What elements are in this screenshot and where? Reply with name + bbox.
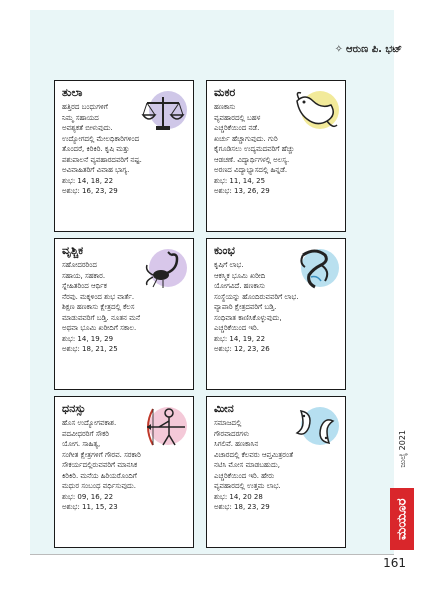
sign-title: ಕುಂಭ <box>214 244 235 257</box>
prediction-text: ಸಮಾಜದಲ್ಲಿ ಗೌರವಾದರಗಳು ಸಿಗಲಿವೆ. ಹಣಕಾಸಿನ ವಿಚಾರದಲ್ಲಿ ಕೆಲವರು ಆಪ್ತಮಿತ್ರರಂತೆ ನಟಿಸಿ ಮೋಸ ಮಾಡಬಹುದು, ಎಚ್ಚರಿಕೆಯಿಂದ ಇರಿ. ಹೇರು ವ್ಯವಹಾರದಲ್ಲಿ ಉತ್ತಮ ಲಾಭ. <box>214 419 294 490</box>
author-name: ಆರುಣ ಪಿ. ಭಟ್ <box>346 44 402 55</box>
lucky-dates: ಶುಭ: 09, 16, 22 <box>62 492 114 501</box>
prediction-text: ಹೊಸ ಉದ್ಯೋಗವಕಾಶ. ಪದವೀಧರರಿಗೆ ಸೌಕರಿ ಯೋಗ. ಸಾಹಿತ್ಯ, ಸಂಗೀತ ಕ್ಷೇತ್ರಗಳಿಗೆ ಗೌರವ. ಸರಕಾರಿ ಸೌಕರ್ಯದಲ್ಲಿರುವವರಿಗೆ ಮಾನಸಿಕ ಕಿರಿಕಿರಿ. ಮನೆಯ ಹಿರಿಯರೊಂದಿಗೆ ಮಧುರ ಸಂಬಂಧ ವರ್ಧಿಸುವುದು. <box>62 419 141 490</box>
prediction-text: ಹಣಕಾಸು ವ್ಯವಹಾರದಲ್ಲಿ ಬಹಳ ಎಚ್ಚರಿಕೆಯಿಂದ ನಡೆ. ಖರ್ಚು ಹೆಚ್ಚಾಗುವುದು. ಗುರಿ ಕೈಗೂಡಿಸಲು ಉದ್ಯಮದವರಿಗೆ ಹೆಚ್ಚು ಆಡಚಣೆ. ವಿದ್ಯಾರ್ಥಿಗಳಲ್ಲಿ ಅಲಸ್ಯ. ಅರಣದ ವಿದ್ಯಾಭ್ಯಾಸದಲ್ಲಿ ಹಿನ್ನಡೆ. <box>214 103 295 174</box>
unlucky-dates: ಅಶುಭ: 18, 21, 25 <box>62 345 118 353</box>
lucky-dates: ಶುಭ: 11, 14, 25 <box>214 176 266 185</box>
unlucky-dates: ಅಶುಭ: 18, 23, 29 <box>214 503 270 511</box>
magazine-name: ಮಯೂರ <box>390 488 414 550</box>
prediction-text: ಸಹೋದರರಿಂದ ಸಹಾಯ, ಸಹಕಾರ. ಸ್ನೇಹಿತರಿಂದ ಆರ್ಥಿಕ ನೆರವು. ಮಕ್ಕಳಿಂದ ಶುಭ ವಾರ್ತೆ. ಶಿಕ್ಷಣ ಹಣಕಾಸು ಕ್ಷೇತ್ರದಲ್ಲಿ ಕೆಲಸ ಮಾಡುವವರಿಗೆ ಬಡ್ತಿ. ನೂತನ ಮನೆ ಅಥವಾ ಭೂಮಿ ಖರೀದಿಗೆ ಸಕಾಲ. <box>62 261 140 332</box>
unlucky-dates: ಅಶುಭ: 13, 26, 29 <box>214 187 270 195</box>
sign-title: ತುಲಾ <box>62 86 83 99</box>
horoscope-box-kumbha <box>206 238 346 390</box>
prediction-text: ಹತ್ತಿರದ ಬಂಧುಗಳಿಗೆ ನಿಮ್ಮ ಸಹಾಯದ ಅವಶ್ಯಕತೆ ಬೀಳುವುದು. ಉದ್ಯೋಗದಲ್ಲಿ ಮೇಲಧಿಕಾರಿಗಳಿಂದ ತೊಂದರೆ, ಕಿರಿಕಿರಿ. ಕೃಷಿ ಮತ್ತು ಪಶುಪಾಲನೆ ವ್ಯವಹಾರದವರಿಗೆ ನಷ್ಟ. ಅವಿವಾಹಿತರಿಗೆ ವಿವಾಹ ಭಾಗ್ಯ. <box>62 103 142 174</box>
horoscope-box-meena <box>206 396 346 548</box>
horoscope-box-makara <box>206 80 346 232</box>
sign-title: ಮೀನ <box>214 402 234 415</box>
unlucky-dates: ಅಶುಭ: 12, 23, 26 <box>214 345 270 353</box>
sign-title: ವೃಶ್ಚಿಕ <box>62 244 84 257</box>
prediction-text: ಕೃಷಿಗೆ ಲಾಭ. ಆಕಸ್ಮಿಕ ಭೂಮಿ ಖರೀದಿ ಯೋಗವಿದೆ. ಹಣಕಾಸು ಸಂಸ್ಥೆಯನ್ನು ಹೊಂದಿರುವವರಿಗೆ ಲಾಭ. ವ್ಯಾಪಾರಿ ಕ್ಷೇತ್ರದವರಿಗೆ ಬಡ್ತಿ. ಸಂಧಿವಾತ ಕಾಣಿಸಿಕೊಳ್ಳುವುದು, ಎಚ್ಚರಿಕೆಯಿಂದ ಇರಿ. <box>214 261 299 332</box>
author-byline <box>335 44 402 55</box>
sign-title: ಮಕರ <box>214 86 236 99</box>
horoscope-box-vrishchika <box>54 238 194 390</box>
unlucky-dates: ಅಶುಭ: 16, 23, 29 <box>62 187 118 195</box>
lucky-dates: ಶುಭ: 14, 19, 22 <box>214 334 266 343</box>
horoscope-box-tula <box>54 80 194 232</box>
horoscope-box-dhanassu <box>54 396 194 548</box>
star-icon: ✧ <box>334 44 344 55</box>
page-number: 161 <box>383 556 406 570</box>
lucky-dates: ಶುಭ: 14, 20 28 <box>214 492 263 501</box>
lucky-dates: ಶುಭ: 14, 19, 29 <box>62 334 114 343</box>
divider <box>30 554 394 555</box>
lucky-dates: ಶುಭ: 14, 18, 22 <box>62 176 114 185</box>
unlucky-dates: ಅಶುಭ: 11, 15, 23 <box>62 503 118 511</box>
sign-title: ಧನಸ್ಸು <box>62 402 86 415</box>
issue-date: ಜುಲೈ 2021 <box>398 430 407 468</box>
